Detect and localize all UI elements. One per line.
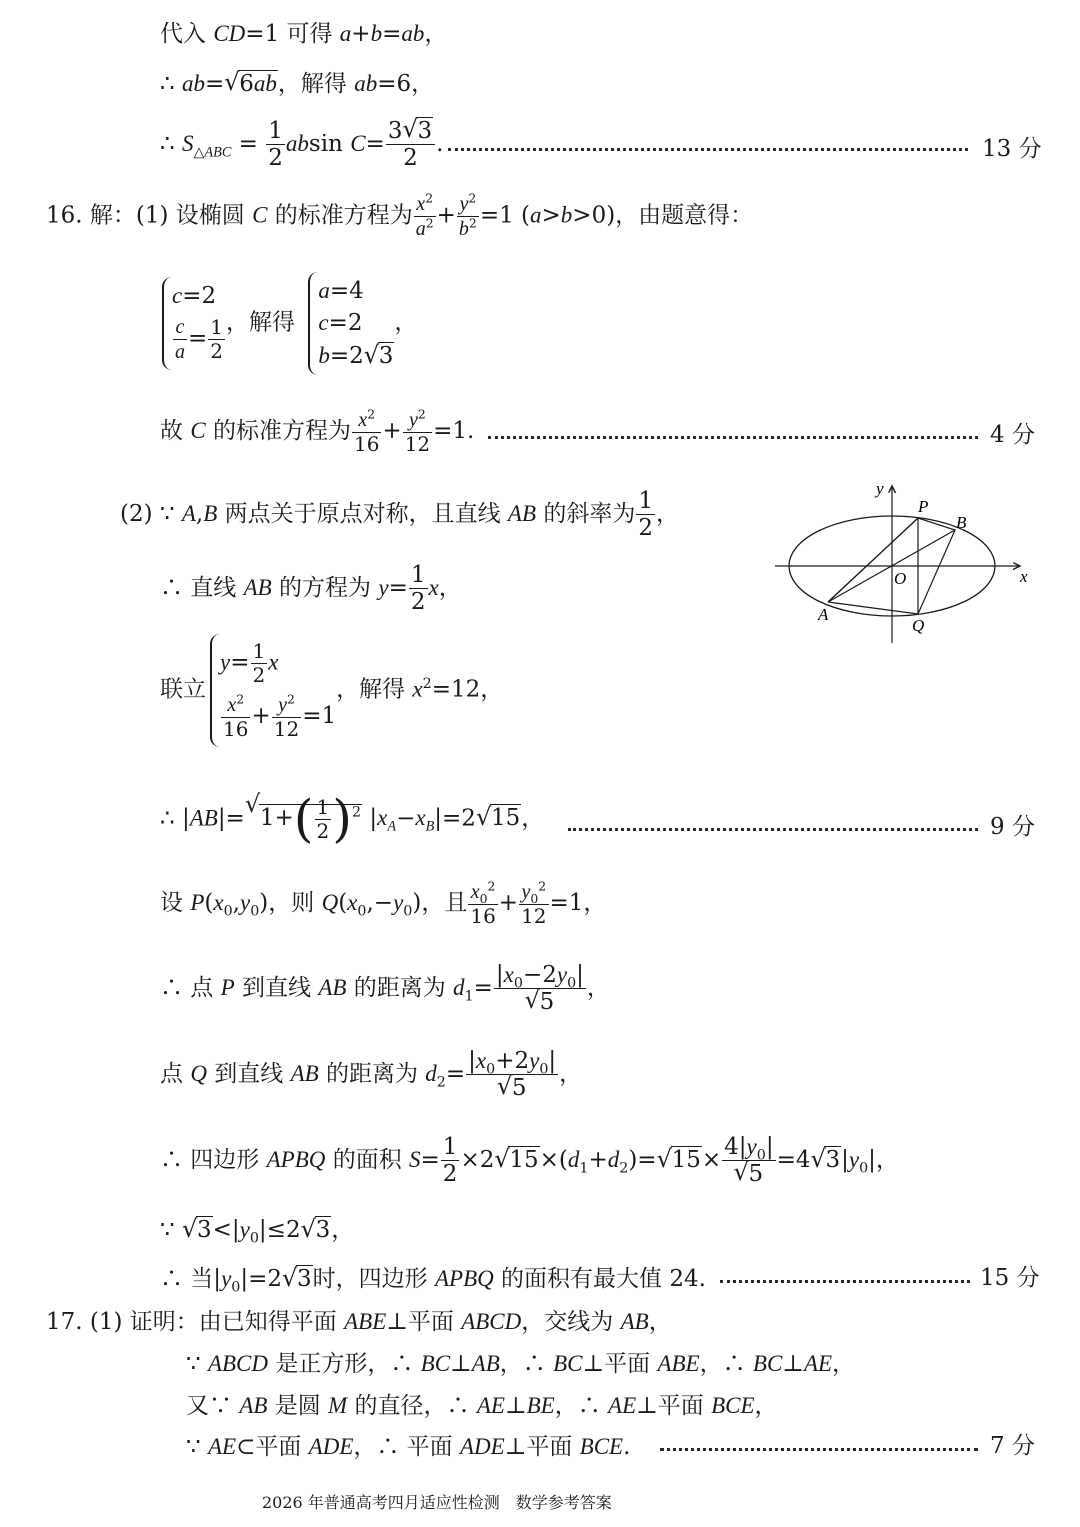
ellipse-figure bbox=[770, 478, 1040, 648]
line-6: 故 C 的标准方程为 $\frac{x^2}{16}$ + $\frac{y^2}{12}$ =1. bbox=[160, 406, 475, 456]
label-a: A bbox=[818, 605, 829, 624]
line-3: ∴ $S_{\triangle ABC}$ = $\frac{1}{2}$ absin C= $\frac{3√ 3}{2}$ . bbox=[160, 118, 443, 172]
score-13: 13 分 bbox=[982, 136, 1042, 162]
label-x: x bbox=[1020, 567, 1028, 586]
label-b: B bbox=[956, 513, 967, 532]
system-1: c=2 $\frac{c}{a}$ = $\frac{1}{2}$ ，解得 a=4 c=2 b=2√ 3 ， bbox=[162, 272, 417, 375]
line-11: 设 $P(x_0,y_0)$，则 $Q(x_0,-y_0)$，且 $\frac{x_0^2}{16}$ + $\frac{y_0^2}{12}$ =1， bbox=[160, 878, 607, 928]
system-2: 联立 y= $\frac{1}{2}$ x $\frac{x^2}{16}$ + $\frac{y^2}{12}$ =1 ，解得 $x^2=12$， bbox=[160, 634, 503, 747]
left-brace: y= $\frac{1}{2}$ x $\frac{x^2}{16}$ + $\frac{y^2}{12}$ =1 bbox=[210, 634, 336, 747]
dotted-leader bbox=[660, 1448, 978, 1451]
line-14: ∴ 四边形 APBQ 的面积 S= $\frac{1}{2}$ ×2√ $15\times(d_1+d_2)=√$ 15× $4|y_0|$ √ 5 =4√ $3|y_0|$， bbox=[160, 1134, 899, 1188]
line-7: (2) ∵ A,B 两点关于原点对称，且直线 AB 的斜率为 $\frac{1}{2}$ ， bbox=[120, 488, 679, 542]
label-y: y bbox=[876, 479, 884, 498]
problem-16-intro: 16. 解：(1) 设椭圆 C 的标准方程为 $\frac{x^2}{a^2}$ + $\frac{y^2}{b^2}$ =1 (a>b>0)，由题意得： bbox=[46, 190, 754, 240]
line-18: ∵ ABCD 是正方形，∴ BC⊥AB，∴ BC⊥平面 ABE，∴ BC⊥AE， bbox=[186, 1351, 856, 1377]
label-p: P bbox=[918, 497, 929, 516]
line-19: 又∵ AB 是圆 M 的直径，∴ AE⊥BE，∴ AE⊥平面 BCE， bbox=[186, 1393, 778, 1419]
line-15: ∵ √ $3<|y_0|\le 2√$ 3， bbox=[160, 1218, 354, 1242]
dotted-leader bbox=[720, 1280, 970, 1283]
line-8: ∴ 直线 AB 的方程为 y= $\frac{1}{2}$ x， bbox=[160, 562, 462, 616]
problem-17-intro: 17. (1) 证明：由已知得平面 ABE⊥平面 ABCD，交线为 AB， bbox=[46, 1309, 672, 1335]
dotted-leader bbox=[488, 436, 978, 439]
line-13: 点 Q 到直线 AB 的距离为 $d_2=$ $|x_0+2y_0|$ √ 5 ， bbox=[160, 1048, 582, 1102]
left-brace: c=2 $\frac{c}{a}$ = $\frac{1}{2}$ bbox=[162, 277, 226, 370]
dotted-leader bbox=[568, 828, 978, 831]
line-20: ∵ AE⊂平面 ADE，∴ 平面 ADE⊥平面 BCE. bbox=[186, 1434, 631, 1460]
line-12: ∴ 点 P 到直线 AB 的距离为 $d_1=$ $|x_0-2y_0|$ √ 5 ， bbox=[160, 962, 610, 1016]
page-footer: 2026 年普通高考四月适应性检测 数学参考答案 bbox=[262, 1493, 612, 1512]
line-16: ∴ 当$|y_0|=2√$ 3时，四边形 APBQ 的面积有最大值 24. bbox=[160, 1267, 706, 1291]
dotted-leader bbox=[448, 148, 968, 151]
label-o: O bbox=[894, 569, 907, 588]
line-1: 代入 CD=1 可得 a+b=ab， bbox=[160, 21, 448, 47]
score-7: 7 分 bbox=[990, 1433, 1035, 1459]
score-15: 15 分 bbox=[980, 1265, 1040, 1291]
line-10: ∴ |AB|=√ 1+( $\frac{1}{2}$ )$^2$ $|x_A-x_B|=2√$ 15， bbox=[160, 794, 544, 845]
score-9: 9 分 bbox=[990, 814, 1035, 840]
label-q: Q bbox=[912, 616, 925, 635]
segment-ap bbox=[828, 518, 918, 602]
score-4: 4 分 bbox=[990, 422, 1035, 448]
line-2: ∴ ab=√ 6ab，解得 ab=6， bbox=[160, 72, 434, 96]
left-brace: a=4 c=2 b=2√ 3 bbox=[308, 272, 394, 375]
